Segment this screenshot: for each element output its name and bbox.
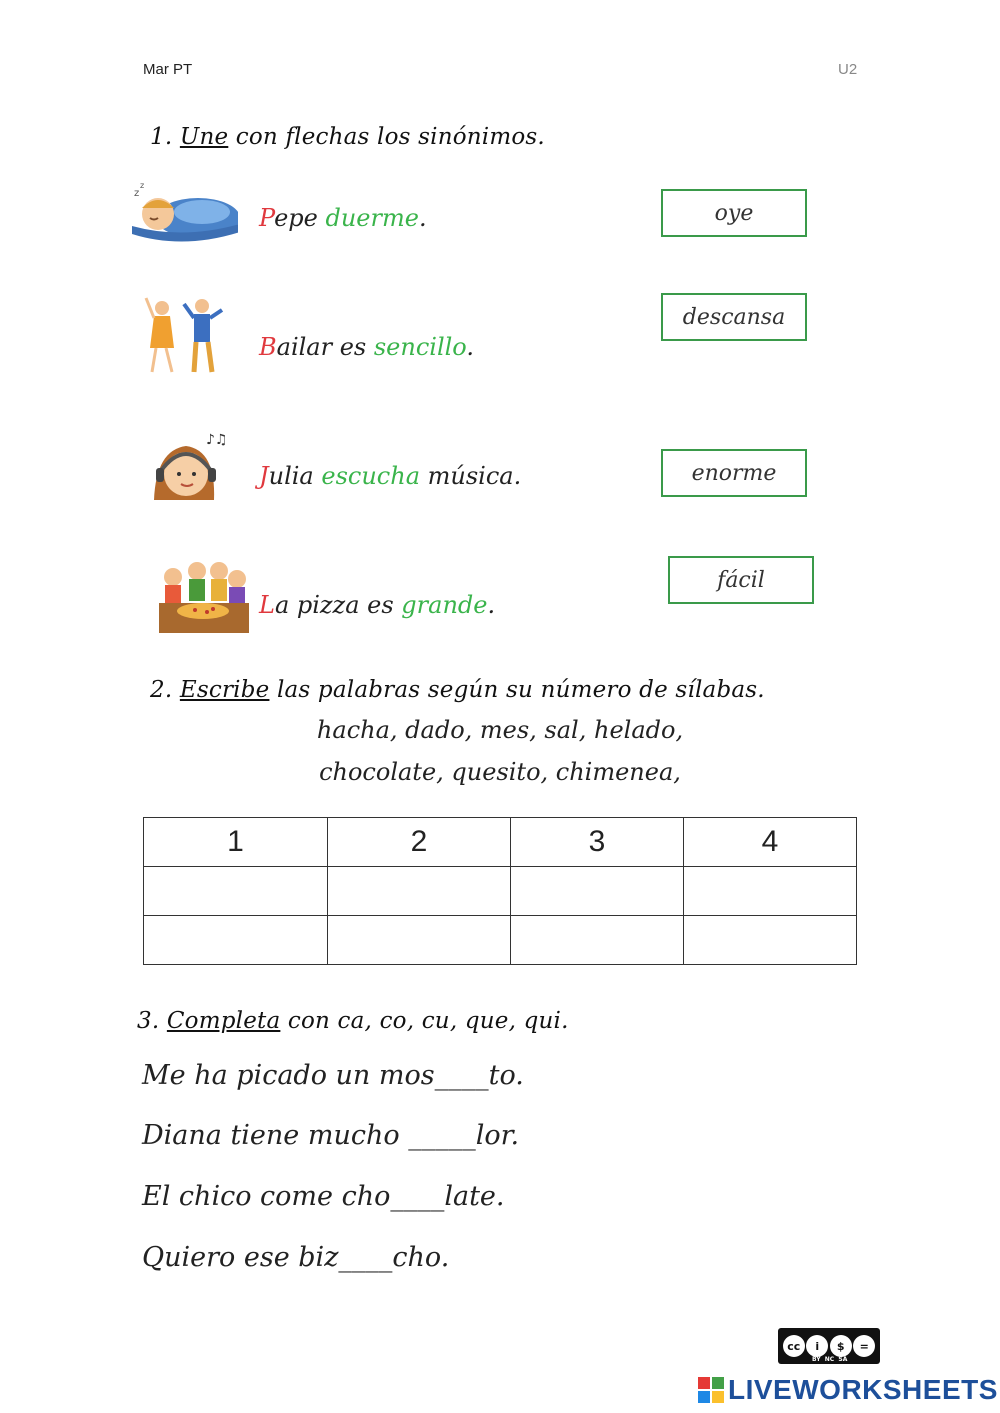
word-list-line-2: chocolate, quesito, chimenea, xyxy=(319,758,681,786)
liveworksheets-brand: LIVEWORKSHEETS xyxy=(728,1374,998,1405)
synonym-box-facil[interactable]: fácil xyxy=(668,556,814,604)
sentence-4-post: . xyxy=(487,591,496,619)
section3-title xyxy=(137,1008,569,1034)
answer-cell[interactable] xyxy=(144,867,328,916)
section3-title-underlined: Completa xyxy=(166,1008,281,1034)
girl-headphones-icon xyxy=(146,430,256,516)
header-right: U2 xyxy=(838,61,858,78)
synonym-box-descansa[interactable]: descansa xyxy=(661,293,807,341)
sleeping-child-icon xyxy=(128,178,238,264)
sentence-2-post: . xyxy=(466,333,474,361)
sentence-4-initial: L xyxy=(259,591,275,619)
answer-cell[interactable] xyxy=(328,867,511,916)
liveworksheets-squares-icon xyxy=(698,1377,724,1403)
table-row xyxy=(144,916,857,965)
svg-text:z: z xyxy=(140,181,145,190)
completion-line-2[interactable]: Diana tiene mucho _____lor. xyxy=(142,1120,520,1151)
sentence-3 xyxy=(259,462,521,490)
sentence-3-post: música. xyxy=(420,462,522,490)
sentence-1 xyxy=(259,204,427,232)
sentence-4-keyword: grande xyxy=(401,591,488,619)
sentence-3-keyword: escucha xyxy=(321,462,420,490)
svg-text:z: z xyxy=(134,188,140,199)
sharealike-icon: = xyxy=(853,1335,875,1357)
answer-cell[interactable] xyxy=(511,867,684,916)
kids-pizza-icon xyxy=(157,551,267,637)
answer-cell[interactable] xyxy=(511,916,684,965)
attribution-icon: i xyxy=(806,1335,828,1357)
table-row xyxy=(144,867,857,916)
header-left: Mar PT xyxy=(143,61,193,78)
answer-cell[interactable] xyxy=(328,916,511,965)
sentence-1-post: . xyxy=(418,204,427,232)
sentence-1-initial: P xyxy=(259,204,275,232)
sentence-1-keyword: duerme xyxy=(325,204,419,232)
section1-number: 1. xyxy=(150,124,173,150)
completion-line-3[interactable]: El chico come cho____late. xyxy=(142,1181,505,1212)
answer-cell[interactable] xyxy=(144,916,328,965)
answer-cell[interactable] xyxy=(684,867,857,916)
liveworksheets-logo[interactable] xyxy=(698,1374,998,1406)
dancing-couple-icon xyxy=(140,292,250,378)
synonym-box-oye[interactable]: oye xyxy=(661,189,807,237)
sentence-2-pre: ailar es xyxy=(276,333,374,361)
section3-title-rest: con ca, co, cu, que, qui. xyxy=(280,1008,569,1034)
noncommercial-icon: $ xyxy=(830,1335,852,1357)
syllable-table xyxy=(143,817,857,965)
section1-title xyxy=(150,124,545,150)
sentence-2-keyword: sencillo xyxy=(373,333,467,361)
sentence-3-pre: ulia xyxy=(268,462,322,490)
section1-title-rest: con flechas los sinónimos. xyxy=(228,124,545,150)
word-list-line-1: hacha, dado, mes, sal, helado, xyxy=(316,716,684,744)
section2-number: 2. xyxy=(150,677,173,703)
section2-title-rest: las palabras según su número de sílabas. xyxy=(269,677,765,703)
synonym-box-enorme[interactable]: enorme xyxy=(661,449,807,497)
sentence-4-pre: a pizza es xyxy=(274,591,402,619)
syllable-header-4: 4 xyxy=(684,818,857,867)
sentence-3-initial: J xyxy=(259,462,269,490)
syllable-header-1: 1 xyxy=(144,818,328,867)
completion-line-1[interactable]: Me ha picado un mos____to. xyxy=(142,1060,524,1091)
syllable-table-header xyxy=(144,818,857,867)
section2-title xyxy=(150,677,765,703)
section1-title-underlined: Une xyxy=(179,124,229,150)
answer-cell[interactable] xyxy=(684,916,857,965)
cc-license-sublabel: BY NC SA xyxy=(812,1356,848,1363)
sentence-2-initial: B xyxy=(259,333,277,361)
sentence-4 xyxy=(259,591,495,619)
section3-number: 3. xyxy=(137,1008,160,1034)
completion-line-4[interactable]: Quiero ese biz____cho. xyxy=(142,1242,450,1273)
sentence-2 xyxy=(259,333,474,361)
section2-title-underlined: Escribe xyxy=(179,677,270,703)
syllable-header-2: 2 xyxy=(328,818,511,867)
syllable-header-3: 3 xyxy=(511,818,684,867)
sentence-1-pre: epe xyxy=(274,204,326,232)
svg-text:♪♫: ♪♫ xyxy=(206,432,228,448)
cc-icon: cc xyxy=(783,1335,805,1357)
